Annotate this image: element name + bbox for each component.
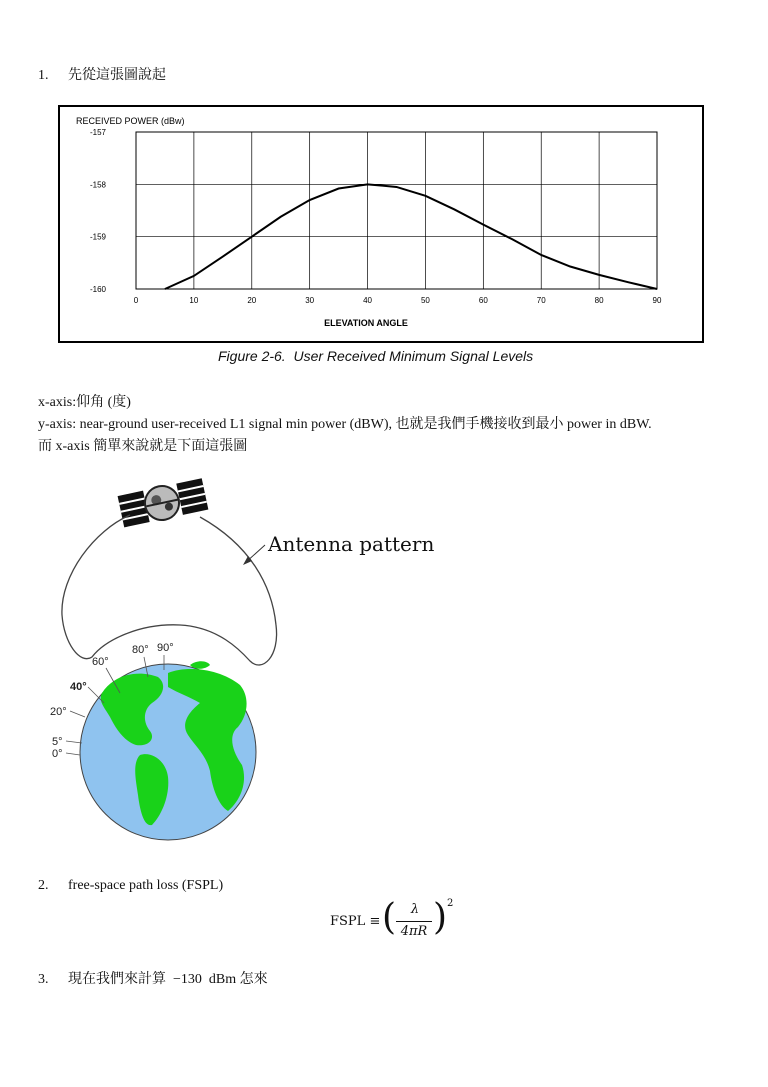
x-tick-label: 40 <box>363 296 373 305</box>
y-tick-label: -158 <box>89 180 106 190</box>
formula-numerator: λ <box>410 902 420 917</box>
formula-exponent: 2 <box>447 898 454 909</box>
section-title: free-space path loss (FSPL) <box>68 878 224 893</box>
section-1-heading <box>38 64 166 84</box>
antenna-pattern-label: Antenna pattern <box>268 532 435 556</box>
x-tick-label: 80 <box>594 296 604 305</box>
x-tick-label: 50 <box>420 296 430 305</box>
chart-frame <box>58 105 704 343</box>
fspl-formula <box>330 896 460 946</box>
formula-left-paren: ( <box>382 897 397 938</box>
formula-fraction-bar <box>396 921 432 922</box>
angle-label-60: 60° <box>92 656 109 668</box>
x-tick-label: 10 <box>189 296 199 305</box>
formula-denominator: 4πR <box>400 924 428 939</box>
x-tick-label: 90 <box>652 296 662 305</box>
x-tick-label: 30 <box>305 296 315 305</box>
angle-label-40: 40° <box>70 681 87 693</box>
x-tick-label: 0 <box>133 296 139 305</box>
x-axis-label: ELEVATION ANGLE <box>324 318 408 328</box>
angle-label-90: 90° <box>157 642 174 654</box>
angle-label-20: 20° <box>50 706 67 718</box>
antenna-pattern-figure <box>40 465 460 845</box>
angle-label-0: 0° <box>52 748 63 760</box>
x-tick-label: 20 <box>247 296 257 305</box>
section-number: 2. <box>38 878 49 893</box>
section-3-heading <box>38 968 268 988</box>
section-title: 現在我們來計算 −130 dBm 怎來 <box>68 972 268 987</box>
section-number: 3. <box>38 972 49 987</box>
y-tick-label: -159 <box>89 232 106 242</box>
figure-caption: Figure 2-6. User Received Minimum Signal Levels <box>218 348 534 364</box>
angle-label-80: 80° <box>132 644 149 656</box>
y-tick-label: -157 <box>89 128 106 137</box>
x-tick-label: 60 <box>478 296 488 305</box>
y-axis-description: y-axis: near-ground user-received L1 signal min power (dBW), 也就是我們手機接收到最小 power in dBW. <box>38 417 652 432</box>
angle-label-5: 5° <box>52 736 63 748</box>
x-tick-label: 70 <box>536 296 546 305</box>
x-axis-description: x-axis:仰角 (度) <box>38 395 131 410</box>
received-power-chart <box>60 107 702 341</box>
section-title: 先從這張圖說起 <box>68 68 166 83</box>
y-tick-label: -160 <box>89 285 106 294</box>
formula-lhs: FSPL ≡ <box>330 914 381 929</box>
plot-area <box>136 132 657 289</box>
x-axis-explanation: 而 x-axis 簡單來說就是下面這張圖 <box>38 439 248 454</box>
y-axis-label: RECEIVED POWER (dBw) <box>76 116 185 126</box>
satellite-icon <box>117 477 208 528</box>
section-2-heading <box>38 878 223 894</box>
section-number: 1. <box>38 68 49 83</box>
formula-right-paren: ) <box>433 897 448 938</box>
